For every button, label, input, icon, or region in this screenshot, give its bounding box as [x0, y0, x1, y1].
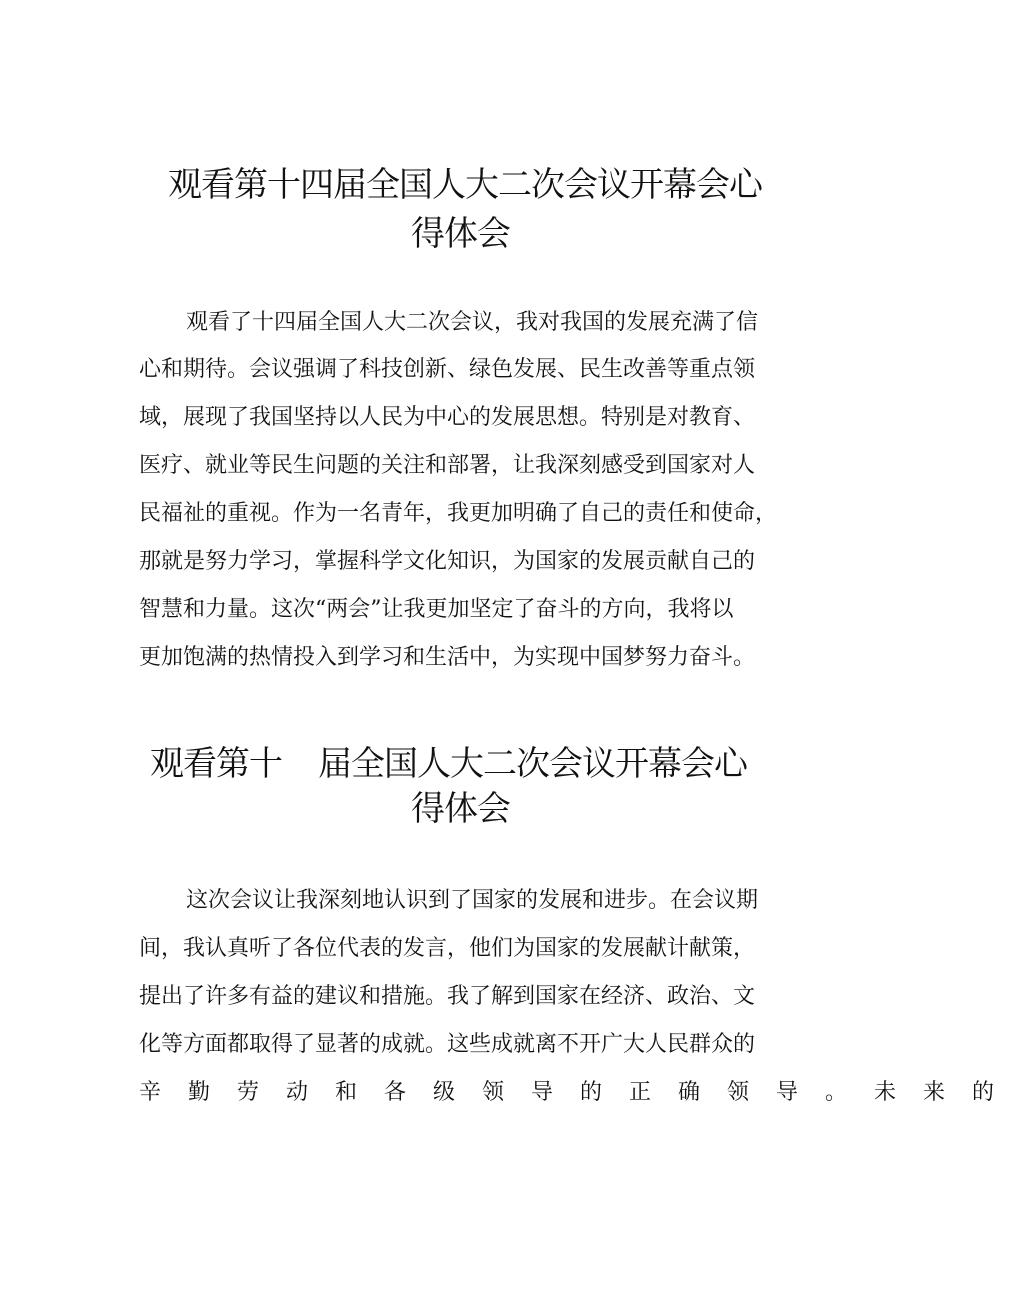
paragraph-line: 智慧和力量。这次“两会”让我更加坚定了奋斗的方向，我将以	[139, 597, 734, 622]
paragraph-line: 化等方面都取得了显著的成就。这些成就离不开广大人民群众的	[139, 1032, 756, 1057]
paragraph-line: 这次会议让我深刻地认识到了国家的发展和进步。在会议期	[186, 888, 759, 913]
paragraph-line: 那就是努力学习，掌握科学文化知识，为国家的发展贡献自己的	[139, 549, 756, 574]
section2-title-line2: 得体会	[411, 789, 510, 829]
paragraph-line: 更加饱满的热情投入到学习和生活中，为实现中国梦努力奋斗。	[139, 645, 756, 670]
paragraph-line: 心和期待。会议强调了科技创新、绿色发展、民生改善等重点领	[139, 357, 756, 382]
paragraph-line: 观看了十四届全国人大二次会议，我对我国的发展充满了信	[186, 310, 759, 335]
paragraph-line: 民福祉的重视。作为一名青年，我更加明确了自己的责任和使命，	[139, 501, 778, 526]
section1-title-line1: 观看第十四届全国人大二次会议开幕会心	[168, 165, 762, 205]
paragraph-line: 提出了许多有益的建议和措施。我了解到国家在经济、政治、文	[139, 984, 756, 1009]
paragraph-line: 辛勤劳动和各级领导的正确领导。未来的	[139, 1080, 1021, 1105]
paragraph-line: 域，展现了我国坚持以人民为中心的发展思想。特别是对教育、	[139, 405, 756, 430]
section2-title-line1-part2: 届全国人大二次会议开幕会心	[318, 744, 747, 784]
section2-title-line1-part1: 观看第十	[150, 744, 282, 784]
paragraph-line: 医疗、就业等民生问题的关注和部署，让我深刻感受到国家对人	[139, 453, 756, 478]
section1-title-line2: 得体会	[411, 214, 510, 254]
paragraph-line: 间，我认真听了各位代表的发言，他们为国家的发展献计献策，	[139, 936, 756, 961]
